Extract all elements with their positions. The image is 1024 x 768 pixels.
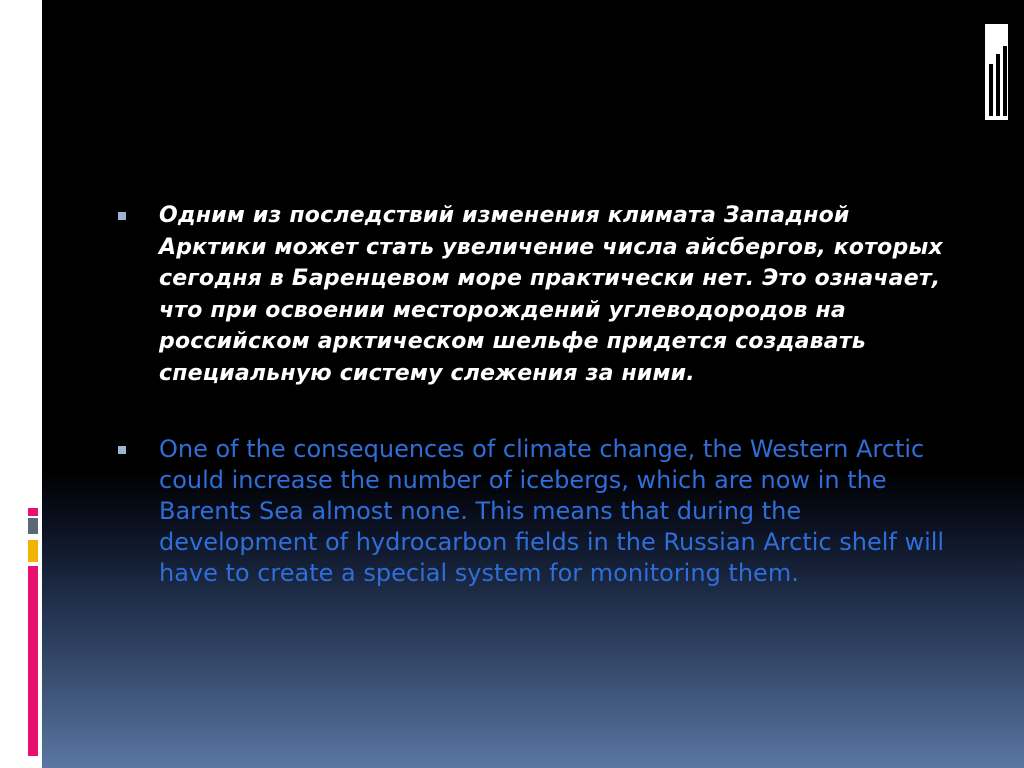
- accent-bar-gold: [28, 540, 38, 562]
- bullet-text-russian: Одним из последствий изменения климата Западной Арктики может стать увеличение числа айсбергов, которых сегодня в Баренцевом море практически нет. Это означает, что при освоении месторождений углеводородов на российском арктическом шельфе придется создавать специальную систему слежения за ними.: [159, 203, 943, 386]
- accent-bar-magenta-top: [28, 508, 38, 516]
- bullet-list: [118, 200, 958, 634]
- bullet-item-russian: [118, 200, 958, 389]
- square-bullet-icon: [118, 212, 126, 220]
- square-bullet-icon: [118, 446, 126, 454]
- left-rail: [0, 0, 42, 768]
- window-frame-icon: [985, 24, 1013, 120]
- bullet-text-english: One of the consequences of climate change, the Western Arctic could increase the number of icebergs, which are now in the Barents Sea almost none. This means that during the development of hydrocarbon fields in the Russian Arctic shelf will have to create a special system for monitoring them.: [159, 435, 945, 587]
- accent-bar-magenta-long: [28, 566, 38, 756]
- bullet-item-english: [118, 434, 958, 589]
- accent-bar-gray: [28, 518, 38, 534]
